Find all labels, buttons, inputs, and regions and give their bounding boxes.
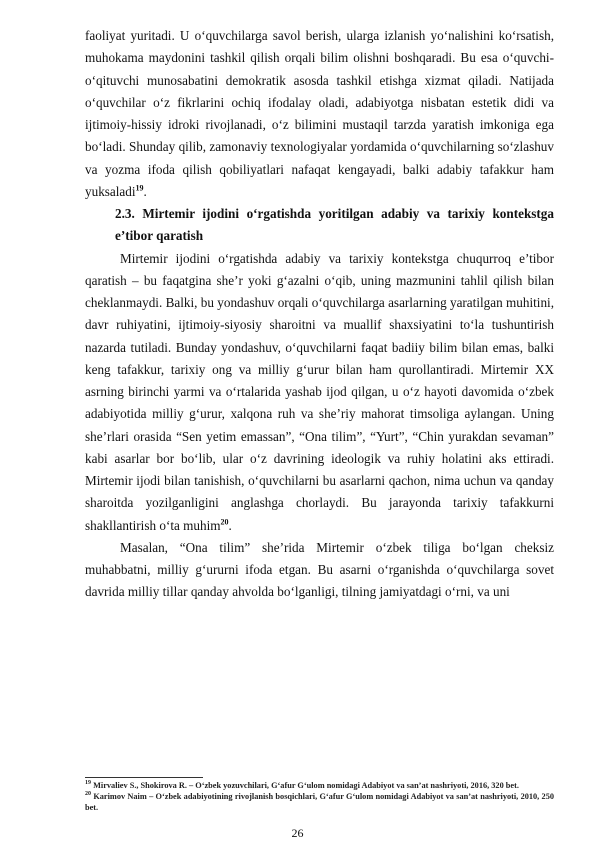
paragraph-text: Mirtemir ijodini o‘rgatishda adabiy va tarixiy kontekstga chuqurroq e’tibor qaratish – bu faqatgina she’r yoki g‘azalni o‘qib, uning mazmunini tahlil qilish bilan cheklanmaydi. Balki, bu yondashuv orqali o‘quvchilarga asarlarning yaratilgan muhitini, davr ruhiyatini, ijtimoiy-siyosiy sharoitni va muallif shaxsiyatini to‘la tushuntirish nazarda tutiladi. Bunday yondashuv, o‘quvchilarni faqat badiiy bilim bilan emas, balki keng tafakkur, tarixiy ong va milliy g‘urur bilan ham qurollantiradi. Mirtemir XX asrning birinchi yarmi va o‘rtalarida yashab ijod qilgan, u o‘z hayoti davomida o‘zbek adabiyotida milliy g‘urur, xalqona ruh va she’riy mahorat timsoliga aylangan. Uning she’rlari orasida “Sen yetim emassan”, “Ona tilim”, “Yurt”, “Chin yurakdan sevaman” kabi asarlar bor bo‘lib, ular o‘z davrining ideologik va ruhiy holatini aks ettiradi. Mirtemir ijodi bilan tanishish, o‘quvchilarni bu asarlarni qachon, nima uchun va qanday sharoitda yozilganligini anglashga chorlaydi. Bu jarayonda tarixiy tafakkurni shakllantirish o‘ta muhim <box>85 250 554 533</box>
footnote-text: Karimov Naim – O‘zbek adabiyotining rivojlanish bosqichlari, G‘afur G‘ulom nomidagi Adabiyot va san’at nashriyoti, 2010, 250 bet. <box>85 792 554 812</box>
footnotes-section <box>85 777 554 814</box>
footnote-ref[interactable]: 20 <box>220 517 229 527</box>
paragraph-end: . <box>143 183 147 199</box>
footnote <box>85 781 554 791</box>
footnote-number: 19 <box>85 780 91 787</box>
footnote <box>85 792 554 813</box>
body-paragraph <box>85 537 554 604</box>
paragraph-text: faoliyat yuritadi. U o‘quvchilarga savol berish, ularga izlanish yo‘nalishini ko‘rsatish, muhokama maydonini tashkil qilish orqali bilim olishni boshqaradi. Bu esa o‘quvchi-o‘qituvchi munosabatini demokratik asosda tashkil etishga xizmat qiladi. Natijada o‘quvchilar o‘z fikrlarini ochiq ifodalay oladi, adabiyotga nisbatan estetik didi va ijtimoiy-hissiy idroki rivojlanadi, o‘z bilimini mustaqil tarzda yaratish imkoniga ega bo‘ladi. Shunday qilib, zamonaviy texnologiyalar yordamida o‘quvchilarning so‘zlashuv va yozma ifoda qilish qobiliyatlari nafaqat kengayadi, balki adabiy tafakkur ham yuksaladi <box>85 28 554 199</box>
section-heading: 2.3. Mirtemir ijodini o‘rgatishda yoritilgan adabiy va tarixiy kontekstga e’tibor qaratish <box>115 206 554 244</box>
paragraph-end: . <box>228 517 232 533</box>
footnote-ref[interactable]: 19 <box>135 183 144 193</box>
page-body <box>85 25 554 604</box>
body-paragraph <box>85 25 554 203</box>
footnote-divider <box>85 777 203 778</box>
body-paragraph <box>85 248 554 537</box>
page-number: 26 <box>291 826 304 840</box>
paragraph-text: Masalan, “Ona tilim” she’rida Mirtemir o‘zbek tiliga bo‘lgan cheksiz muhabbatni, milliy g‘ururni ifoda etgan. Bu asarni o‘rganishda o‘quvchilarga sovet davrida milliy tillar qanday ahvolda bo‘lganligi, tilning jamiyatdagi o‘rni, va uni <box>85 539 554 600</box>
footnote-number: 20 <box>85 791 91 798</box>
footnote-text: Mirvaliev S., Shokirova R. – O‘zbek yozuvchilari, G‘afur G‘ulom nomidagi Adabiyot va san’at nashriyoti, 2016, 320 bet. <box>93 781 519 790</box>
